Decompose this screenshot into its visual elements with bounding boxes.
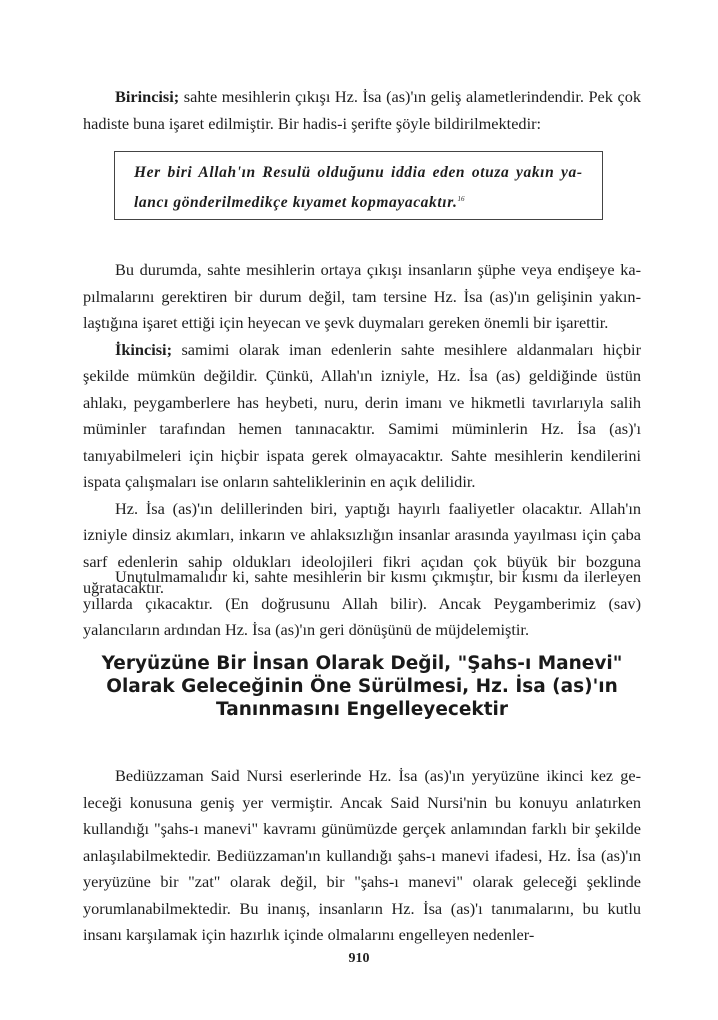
section-heading-line-1: Yeryüzüne Bir İnsan Olarak Değil, "Şahs-ı Manevi"	[101, 653, 623, 674]
page-number: 910	[348, 951, 370, 966]
section-body	[83, 257, 641, 602]
section-said-nursi	[83, 763, 641, 949]
hadith-quote-text: Her biri Allah'ın Resulü olduğunu iddia eden otuza yakın yalancı gönderilmedikçe kıyamet kopmayacaktır.	[134, 164, 582, 212]
section-heading	[83, 652, 641, 721]
paragraph-text: samimi olarak iman edenlerin sahte mesihlere aldanmaları hiçbir şekilde mümkün değildir. Çünkü, Allah'ın izniyle, Hz. İsa (as) geldiğinde üstün ahlakı, peygamberlere has heybeti, nuru, derin imanı ve hikmetli tavırlarıyla salih müminler tarafından hemen tanınacaktır. Samimi müminlerin Hz. İsa (as)'ı tanıyabilmeleri için hiçbir ispata gerek olmayacaktır. Sahte mesihlerin kendilerini ispata çalışmaları ise onların sahteliklerinin en açık delilidir.	[83, 339, 641, 491]
hadith-quote-box	[114, 151, 603, 220]
footnote-reference[interactable]: 16	[457, 195, 465, 203]
section-intro	[83, 84, 641, 137]
section-heading-line-3: Tanınmasını Engelleyecektir	[215, 699, 509, 720]
paragraph-birincisi	[83, 84, 641, 137]
section-heading-line-2: Olarak Geleceğinin Öne Sürülmesi, Hz. İsa (as)'ın	[106, 676, 618, 697]
hadith-quote	[134, 160, 582, 216]
paragraph-delilleri: Hz. İsa (as)'ın delillerinden biri, yaptığı hayırlı faaliyetler olacaktır. Allah'ın izniyle dinsiz akımları, inkarın ve ahlaksızlığın insanlar arasında yayılması için çaba sarf edenlerin sahip oldukları ideolojileri fikri açıdan çok büyük bir bozguna uğratacaktır.	[83, 498, 641, 597]
paragraph-unutulmamalidir: Unutulmamalıdır ki, sahte mesihlerin bir kısmı çıkmıştır, bir kısmı da ilerleyen yıllarda çıkacaktır. (En doğrusunu Allah bilir). Ancak Peygamberimiz (sav) yalancıların ardından Hz. İsa (as)'ın geri dönüşünü de müjdelemiştir.	[83, 567, 641, 639]
paragraph-text: sahte mesihlerin çıkışı Hz. İsa (as)'ın geliş alametlerindendir. Pek çok hadiste buna işaret edilmiştir. Bir hadis-i şerifte şöyle bildirilmektedir:	[83, 87, 641, 133]
paragraph-lead-ikincisi: İkincisi;	[115, 339, 173, 359]
paragraph-ikincisi	[83, 337, 641, 496]
paragraph-bu-durumda: Bu durumda, sahte mesihlerin ortaya çıkışı insanların şüphe veya endişeye kapılmalarını gerektiren bir durum değil, tam tersine Hz. İsa (as)'ın gelişinin yakınlaştığına işaret ettiği için heyecan ve şevk duymaları gereken önemli bir işarettir.	[83, 260, 641, 332]
section-unutulmamalidir	[83, 564, 641, 644]
paragraph-lead-birincisi: Birincisi;	[115, 87, 180, 106]
paragraph-bediuzzaman: Bediüzzaman Said Nursi eserlerinde Hz. İsa (as)'ın yeryüzüne ikinci kez geleceği konusuna geniş yer vermiştir. Ancak Said Nursi'nin bu konuyu anlatırken kullandığı "şahs-ı manevi" kavramı günümüzde gerçek anlamından farklı bir şekilde anlaşılabilmektedir. Bediüzzaman'ın kullandığı şahs-ı manevi ifadesi, Hz. İsa (as)'ın yeryüzüne bir "zat" olarak değil, bir "şahs-ı manevi" olarak geleceği şeklinde yorumlanabilmektedir. Bu inanış, insanların Hz. İsa (as)'ı tanımalarını, bu kutlu insanı karşılamak için hazırlık içinde olmalarını engelleyen nedenler-	[83, 766, 641, 944]
